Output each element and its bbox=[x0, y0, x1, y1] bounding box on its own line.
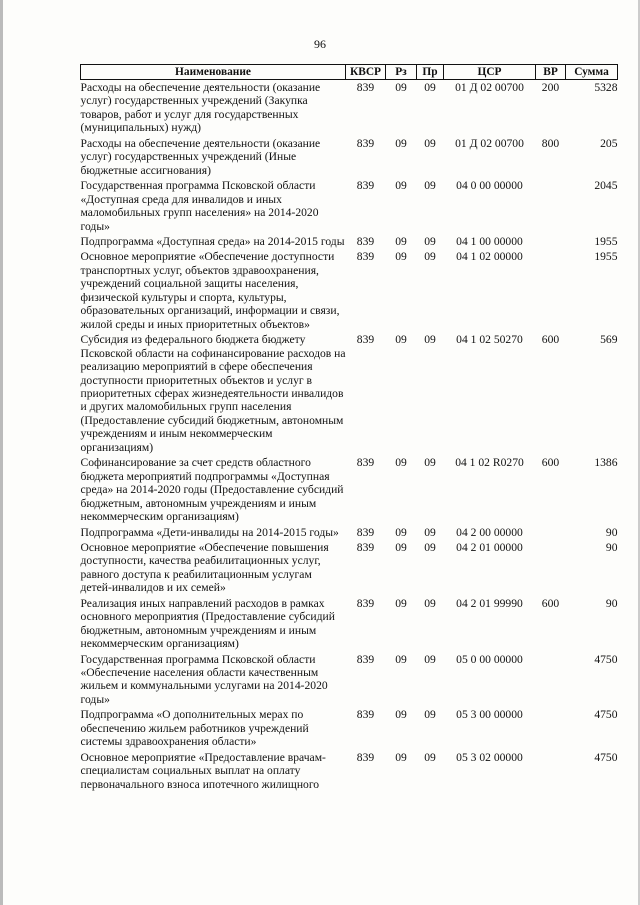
row-pr: 09 bbox=[424, 234, 436, 248]
table-row bbox=[81, 249, 618, 332]
header-row bbox=[81, 65, 618, 80]
row-vr: 200 bbox=[541, 81, 560, 94]
row-pr: 09 bbox=[424, 596, 436, 610]
row-rz: 09 bbox=[395, 540, 407, 554]
column-header-kvsr: КВСР bbox=[346, 65, 386, 80]
row-csr: 05 3 00 00000 bbox=[456, 708, 523, 722]
row-kvsr: 839 bbox=[356, 525, 375, 539]
row-name: Расходы на обеспечение деятельности (оказание услуг) государственных учреждений (Иные бюджетные ассигнования) bbox=[80, 136, 321, 177]
row-csr: 04 2 00 00000 bbox=[456, 525, 523, 539]
row-name: Расходы на обеспечение деятельности (оказание услуг) государственных учреждений (Закупка товаров, работ и услуг для государственных (муниципальных) нужд) bbox=[80, 81, 321, 135]
row-sum: 90 bbox=[605, 596, 618, 610]
row-kvsr: 839 bbox=[356, 179, 375, 193]
row-pr: 09 bbox=[424, 540, 436, 554]
row-kvsr: 839 bbox=[356, 250, 375, 264]
row-vr bbox=[536, 540, 566, 596]
row-rz: 09 bbox=[395, 456, 407, 470]
table-row bbox=[81, 136, 618, 178]
row-csr: 04 1 00 00000 bbox=[456, 234, 523, 248]
row-kvsr: 839 bbox=[356, 333, 375, 347]
row-name: Основное мероприятие «Предоставление врачам-специалистам социальных выплат на оплату первоначального взноса ипотечного жилищного bbox=[80, 750, 326, 791]
table-row bbox=[81, 178, 618, 234]
row-csr: 04 2 01 00000 bbox=[456, 540, 523, 554]
row-vr: 600 bbox=[541, 596, 560, 610]
row-pr: 09 bbox=[424, 456, 436, 470]
table-body bbox=[81, 80, 618, 793]
row-name: Подпрограмма «О дополнительных мерах по обеспечению жильем работников учреждений системы здравоохранения области» bbox=[80, 708, 309, 749]
row-csr: 01 Д 02 00700 bbox=[455, 81, 524, 94]
table-row bbox=[81, 652, 618, 708]
row-pr: 09 bbox=[424, 179, 436, 193]
row-sum: 1955 bbox=[594, 234, 618, 248]
row-pr: 09 bbox=[424, 250, 436, 264]
row-name: Подпрограмма «Дети-инвалиды на 2014-2015 годы» bbox=[80, 525, 339, 539]
row-kvsr: 839 bbox=[356, 652, 375, 666]
row-rz: 09 bbox=[395, 596, 407, 610]
row-kvsr: 839 bbox=[356, 708, 375, 722]
row-vr bbox=[536, 652, 566, 708]
row-pr: 09 bbox=[424, 652, 436, 666]
table-row bbox=[81, 540, 618, 596]
row-csr: 04 2 01 99990 bbox=[456, 596, 523, 610]
row-kvsr: 839 bbox=[356, 750, 375, 764]
row-csr: 04 1 02 50270 bbox=[456, 333, 523, 347]
row-csr: 04 0 00 00000 bbox=[456, 179, 523, 193]
row-csr: 04 1 02 00000 bbox=[456, 250, 523, 264]
row-vr: 800 bbox=[541, 136, 560, 150]
table-row bbox=[81, 750, 618, 792]
table-row bbox=[81, 80, 618, 136]
row-sum: 5328 bbox=[594, 81, 618, 94]
row-rz: 09 bbox=[395, 136, 407, 150]
row-vr bbox=[536, 707, 566, 749]
row-csr: 01 Д 02 00700 bbox=[455, 136, 524, 150]
row-sum: 1955 bbox=[594, 250, 618, 264]
row-sum: 90 bbox=[605, 540, 618, 554]
page-number: 96 bbox=[314, 37, 326, 51]
row-rz: 09 bbox=[395, 81, 407, 94]
row-sum: 4750 bbox=[594, 652, 618, 666]
row-rz: 09 bbox=[395, 234, 407, 248]
row-vr bbox=[536, 750, 566, 792]
row-sum: 2045 bbox=[594, 179, 618, 193]
row-rz: 09 bbox=[395, 708, 407, 722]
row-pr: 09 bbox=[424, 708, 436, 722]
row-sum: 1386 bbox=[594, 456, 618, 470]
row-name: Государственная программа Псковской области «Доступная среда для инвалидов и иных маломобильных групп населения» на 2014-2020 годы» bbox=[80, 179, 319, 233]
row-sum: 90 bbox=[605, 525, 618, 539]
row-name: Основное мероприятие «Обеспечение повышения доступности, качества реабилитационных услуг, равного доступа к реабилитационным услугам детей-инвалидов и их семей» bbox=[80, 540, 329, 595]
row-kvsr: 839 bbox=[356, 136, 375, 150]
row-vr: 600 bbox=[541, 333, 560, 347]
row-kvsr: 839 bbox=[356, 81, 375, 94]
table-row bbox=[81, 332, 618, 455]
row-rz: 09 bbox=[395, 179, 407, 193]
row-sum: 4750 bbox=[594, 750, 618, 764]
row-pr: 09 bbox=[424, 333, 436, 347]
row-kvsr: 839 bbox=[356, 456, 375, 470]
table-header bbox=[81, 65, 618, 80]
column-header-name: Наименование bbox=[81, 65, 346, 80]
scan-edge-left bbox=[0, 0, 3, 905]
row-sum: 569 bbox=[600, 333, 618, 347]
row-kvsr: 839 bbox=[356, 234, 375, 248]
column-header-csr: ЦСР bbox=[444, 65, 536, 80]
column-header-vr: ВР bbox=[536, 65, 566, 80]
row-csr: 05 0 00 00000 bbox=[456, 652, 523, 666]
table-row bbox=[81, 525, 618, 540]
column-header-sum: Сумма bbox=[566, 65, 618, 80]
row-rz: 09 bbox=[395, 525, 407, 539]
row-kvsr: 839 bbox=[356, 540, 375, 554]
row-vr bbox=[536, 249, 566, 332]
table-row bbox=[81, 455, 618, 524]
row-name: Подпрограмма «Доступная среда» на 2014-2015 годы bbox=[80, 234, 345, 248]
row-pr: 09 bbox=[424, 136, 436, 150]
row-sum: 205 bbox=[600, 136, 618, 150]
row-kvsr: 839 bbox=[356, 596, 375, 610]
row-pr: 09 bbox=[424, 750, 436, 764]
row-vr bbox=[536, 234, 566, 249]
budget-table bbox=[80, 64, 618, 792]
row-sum: 4750 bbox=[594, 708, 618, 722]
table-row bbox=[81, 707, 618, 749]
row-name: Основное мероприятие «Обеспечение доступности транспортных услуг, объектов здравоохранения, учреждений социальной защиты населения, физической культуры и спорта, культуры, образовательных организаций, информации и связи, жилой среды и иных приоритетных объектов» bbox=[80, 250, 340, 331]
column-header-rz: Рз bbox=[386, 65, 417, 80]
row-rz: 09 bbox=[395, 750, 407, 764]
row-csr: 05 3 02 00000 bbox=[456, 750, 523, 764]
row-name: Государственная программа Псковской области «Обеспечение населения области качественным жильем и коммунальными услугами на 2014-2020 годы» bbox=[80, 652, 328, 706]
row-vr: 600 bbox=[541, 456, 560, 470]
row-csr: 04 1 02 R0270 bbox=[455, 456, 524, 470]
row-pr: 09 bbox=[424, 525, 436, 539]
row-vr bbox=[536, 525, 566, 540]
row-name: Софинансирование за счет средств областного бюджета мероприятий подпрограммы «Доступная среда» на 2014-2020 годы (Предоставление субсидий бюджетным, автономным учреждениям и иным некоммерческим организациям) bbox=[80, 456, 344, 524]
row-name: Субсидия из федерального бюджета бюджету Псковской области на софинансирование расходов на реализацию мероприятий в сфере обеспечения доступности приоритетных объектов и услуг в приоритетных сферах жизнедеятельности инвалидов и других маломобильных групп населения (Предоставление субсидий бюджетным, автономным учреждениям и иным некоммерческим организациям) bbox=[80, 333, 346, 454]
row-rz: 09 bbox=[395, 250, 407, 264]
row-pr: 09 bbox=[424, 81, 436, 94]
column-header-pr: Пр bbox=[417, 65, 444, 80]
row-rz: 09 bbox=[395, 652, 407, 666]
row-name: Реализация иных направлений расходов в рамках основного мероприятия (Предоставление субсидий бюджетным, автономным учреждениям и иным некоммерческим организациям) bbox=[80, 596, 335, 651]
row-vr bbox=[536, 178, 566, 234]
row-rz: 09 bbox=[395, 333, 407, 347]
table-row bbox=[81, 596, 618, 652]
table-row bbox=[81, 234, 618, 249]
